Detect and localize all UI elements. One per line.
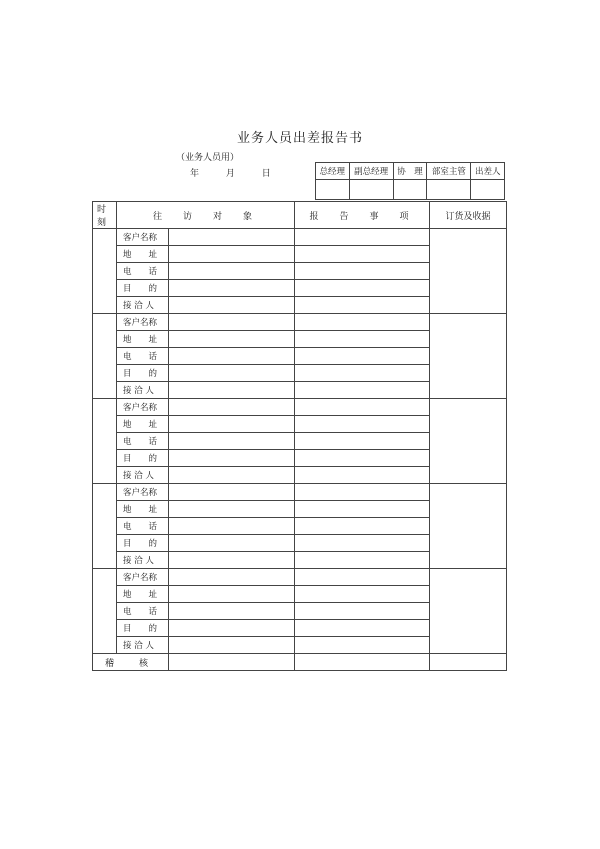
approval-header: 总经理 <box>316 163 350 180</box>
report-item-cell[interactable] <box>295 433 430 450</box>
field-label: 地 址 <box>117 416 169 433</box>
report-item-cell[interactable] <box>295 620 430 637</box>
field-label: 地 址 <box>117 501 169 518</box>
field-label: 目 的 <box>117 450 169 467</box>
report-item-cell[interactable] <box>295 246 430 263</box>
field-label: 地 址 <box>117 246 169 263</box>
review-cell[interactable] <box>295 654 430 671</box>
field-value-cell[interactable] <box>169 467 295 484</box>
report-items-header: 报 告 事 项 <box>295 202 430 229</box>
report-item-cell[interactable] <box>295 365 430 382</box>
field-label: 电 话 <box>117 263 169 280</box>
report-item-cell[interactable] <box>295 314 430 331</box>
field-value-cell[interactable] <box>169 263 295 280</box>
field-value-cell[interactable] <box>169 501 295 518</box>
visit-field-row <box>93 229 507 246</box>
report-item-cell[interactable] <box>295 535 430 552</box>
report-header-row <box>93 202 507 229</box>
report-item-cell[interactable] <box>295 552 430 569</box>
field-label: 客户名称 <box>117 314 169 331</box>
visit-field-row <box>93 314 507 331</box>
report-item-cell[interactable] <box>295 637 430 654</box>
field-label: 目 的 <box>117 365 169 382</box>
field-value-cell[interactable] <box>169 569 295 586</box>
approval-header: 协 理 <box>393 163 427 180</box>
field-value-cell[interactable] <box>169 450 295 467</box>
field-label: 接 洽 人 <box>117 467 169 484</box>
approval-sign-cell[interactable] <box>393 180 427 200</box>
field-value-cell[interactable] <box>169 637 295 654</box>
time-cell[interactable] <box>93 569 117 654</box>
field-label: 电 话 <box>117 433 169 450</box>
field-label: 接 洽 人 <box>117 382 169 399</box>
field-label: 接 洽 人 <box>117 637 169 654</box>
field-value-cell[interactable] <box>169 620 295 637</box>
time-header: 时刻 <box>93 202 117 229</box>
approval-sign-cell[interactable] <box>427 180 471 200</box>
visit-field-row <box>93 399 507 416</box>
report-item-cell[interactable] <box>295 297 430 314</box>
report-item-cell[interactable] <box>295 229 430 246</box>
approval-sign-row <box>316 180 505 200</box>
date-year: 年 <box>190 169 200 179</box>
field-value-cell[interactable] <box>169 399 295 416</box>
report-item-cell[interactable] <box>295 586 430 603</box>
field-value-cell[interactable] <box>169 348 295 365</box>
report-item-cell[interactable] <box>295 382 430 399</box>
field-label: 电 话 <box>117 518 169 535</box>
field-value-cell[interactable] <box>169 314 295 331</box>
report-item-cell[interactable] <box>295 263 430 280</box>
field-value-cell[interactable] <box>169 603 295 620</box>
field-label: 目 的 <box>117 535 169 552</box>
report-table <box>92 201 507 671</box>
field-label: 地 址 <box>117 586 169 603</box>
field-label: 目 的 <box>117 620 169 637</box>
field-value-cell[interactable] <box>169 331 295 348</box>
date-line <box>190 166 271 179</box>
order-receipt-cell[interactable] <box>430 314 507 399</box>
review-cell[interactable] <box>430 654 507 671</box>
page-title: 业务人员出差报告书 <box>236 131 363 146</box>
visit-target-header: 往 访 对 象 <box>117 202 295 229</box>
approval-sign-cell[interactable] <box>471 180 505 200</box>
report-item-cell[interactable] <box>295 484 430 501</box>
report-item-cell[interactable] <box>295 331 430 348</box>
field-value-cell[interactable] <box>169 382 295 399</box>
field-label: 电 话 <box>117 348 169 365</box>
approval-header: 出差人 <box>471 163 505 180</box>
visit-field-row <box>93 569 507 586</box>
field-label: 地 址 <box>117 331 169 348</box>
field-value-cell[interactable] <box>169 518 295 535</box>
field-value-cell[interactable] <box>169 280 295 297</box>
field-value-cell[interactable] <box>169 246 295 263</box>
order-receipt-cell[interactable] <box>430 229 507 314</box>
approval-header-row <box>316 163 505 180</box>
time-cell[interactable] <box>93 484 117 569</box>
report-item-cell[interactable] <box>295 416 430 433</box>
date-month: 月 <box>225 169 235 179</box>
report-item-cell[interactable] <box>295 399 430 416</box>
field-label: 电 话 <box>117 603 169 620</box>
field-value-cell[interactable] <box>169 229 295 246</box>
report-item-cell[interactable] <box>295 603 430 620</box>
field-label: 客户名称 <box>117 229 169 246</box>
approval-sign-cell[interactable] <box>316 180 350 200</box>
report-item-cell[interactable] <box>295 569 430 586</box>
field-value-cell[interactable] <box>169 535 295 552</box>
visit-groups <box>93 229 507 654</box>
approval-header: 部室主管 <box>427 163 471 180</box>
field-value-cell[interactable] <box>169 433 295 450</box>
report-item-cell[interactable] <box>295 348 430 365</box>
approval-table <box>315 162 505 200</box>
time-cell[interactable] <box>93 229 117 314</box>
field-label: 接 洽 人 <box>117 297 169 314</box>
report-item-cell[interactable] <box>295 501 430 518</box>
field-label: 目 的 <box>117 280 169 297</box>
field-label: 客户名称 <box>117 399 169 416</box>
form-subtitle: （业务人员用） <box>176 153 240 163</box>
report-item-cell[interactable] <box>295 450 430 467</box>
field-label: 接 洽 人 <box>117 552 169 569</box>
order-receipt-header: 订货及收据 <box>430 202 507 229</box>
time-cell[interactable] <box>93 314 117 399</box>
field-value-cell[interactable] <box>169 297 295 314</box>
order-receipt-cell[interactable] <box>430 569 507 654</box>
date-day: 日 <box>261 169 271 179</box>
approval-header: 副总经理 <box>349 163 393 180</box>
review-row <box>93 654 507 671</box>
field-value-cell[interactable] <box>169 586 295 603</box>
field-value-cell[interactable] <box>169 416 295 433</box>
review-label: 稽 核 <box>93 654 169 671</box>
order-receipt-cell[interactable] <box>430 484 507 569</box>
report-item-cell[interactable] <box>295 280 430 297</box>
approval-sign-cell[interactable] <box>349 180 393 200</box>
field-label: 客户名称 <box>117 569 169 586</box>
field-value-cell[interactable] <box>169 365 295 382</box>
report-item-cell[interactable] <box>295 518 430 535</box>
field-value-cell[interactable] <box>169 552 295 569</box>
order-receipt-cell[interactable] <box>430 399 507 484</box>
field-label: 客户名称 <box>117 484 169 501</box>
report-item-cell[interactable] <box>295 467 430 484</box>
visit-field-row <box>93 484 507 501</box>
time-cell[interactable] <box>93 399 117 484</box>
review-cell[interactable] <box>169 654 295 671</box>
field-value-cell[interactable] <box>169 484 295 501</box>
